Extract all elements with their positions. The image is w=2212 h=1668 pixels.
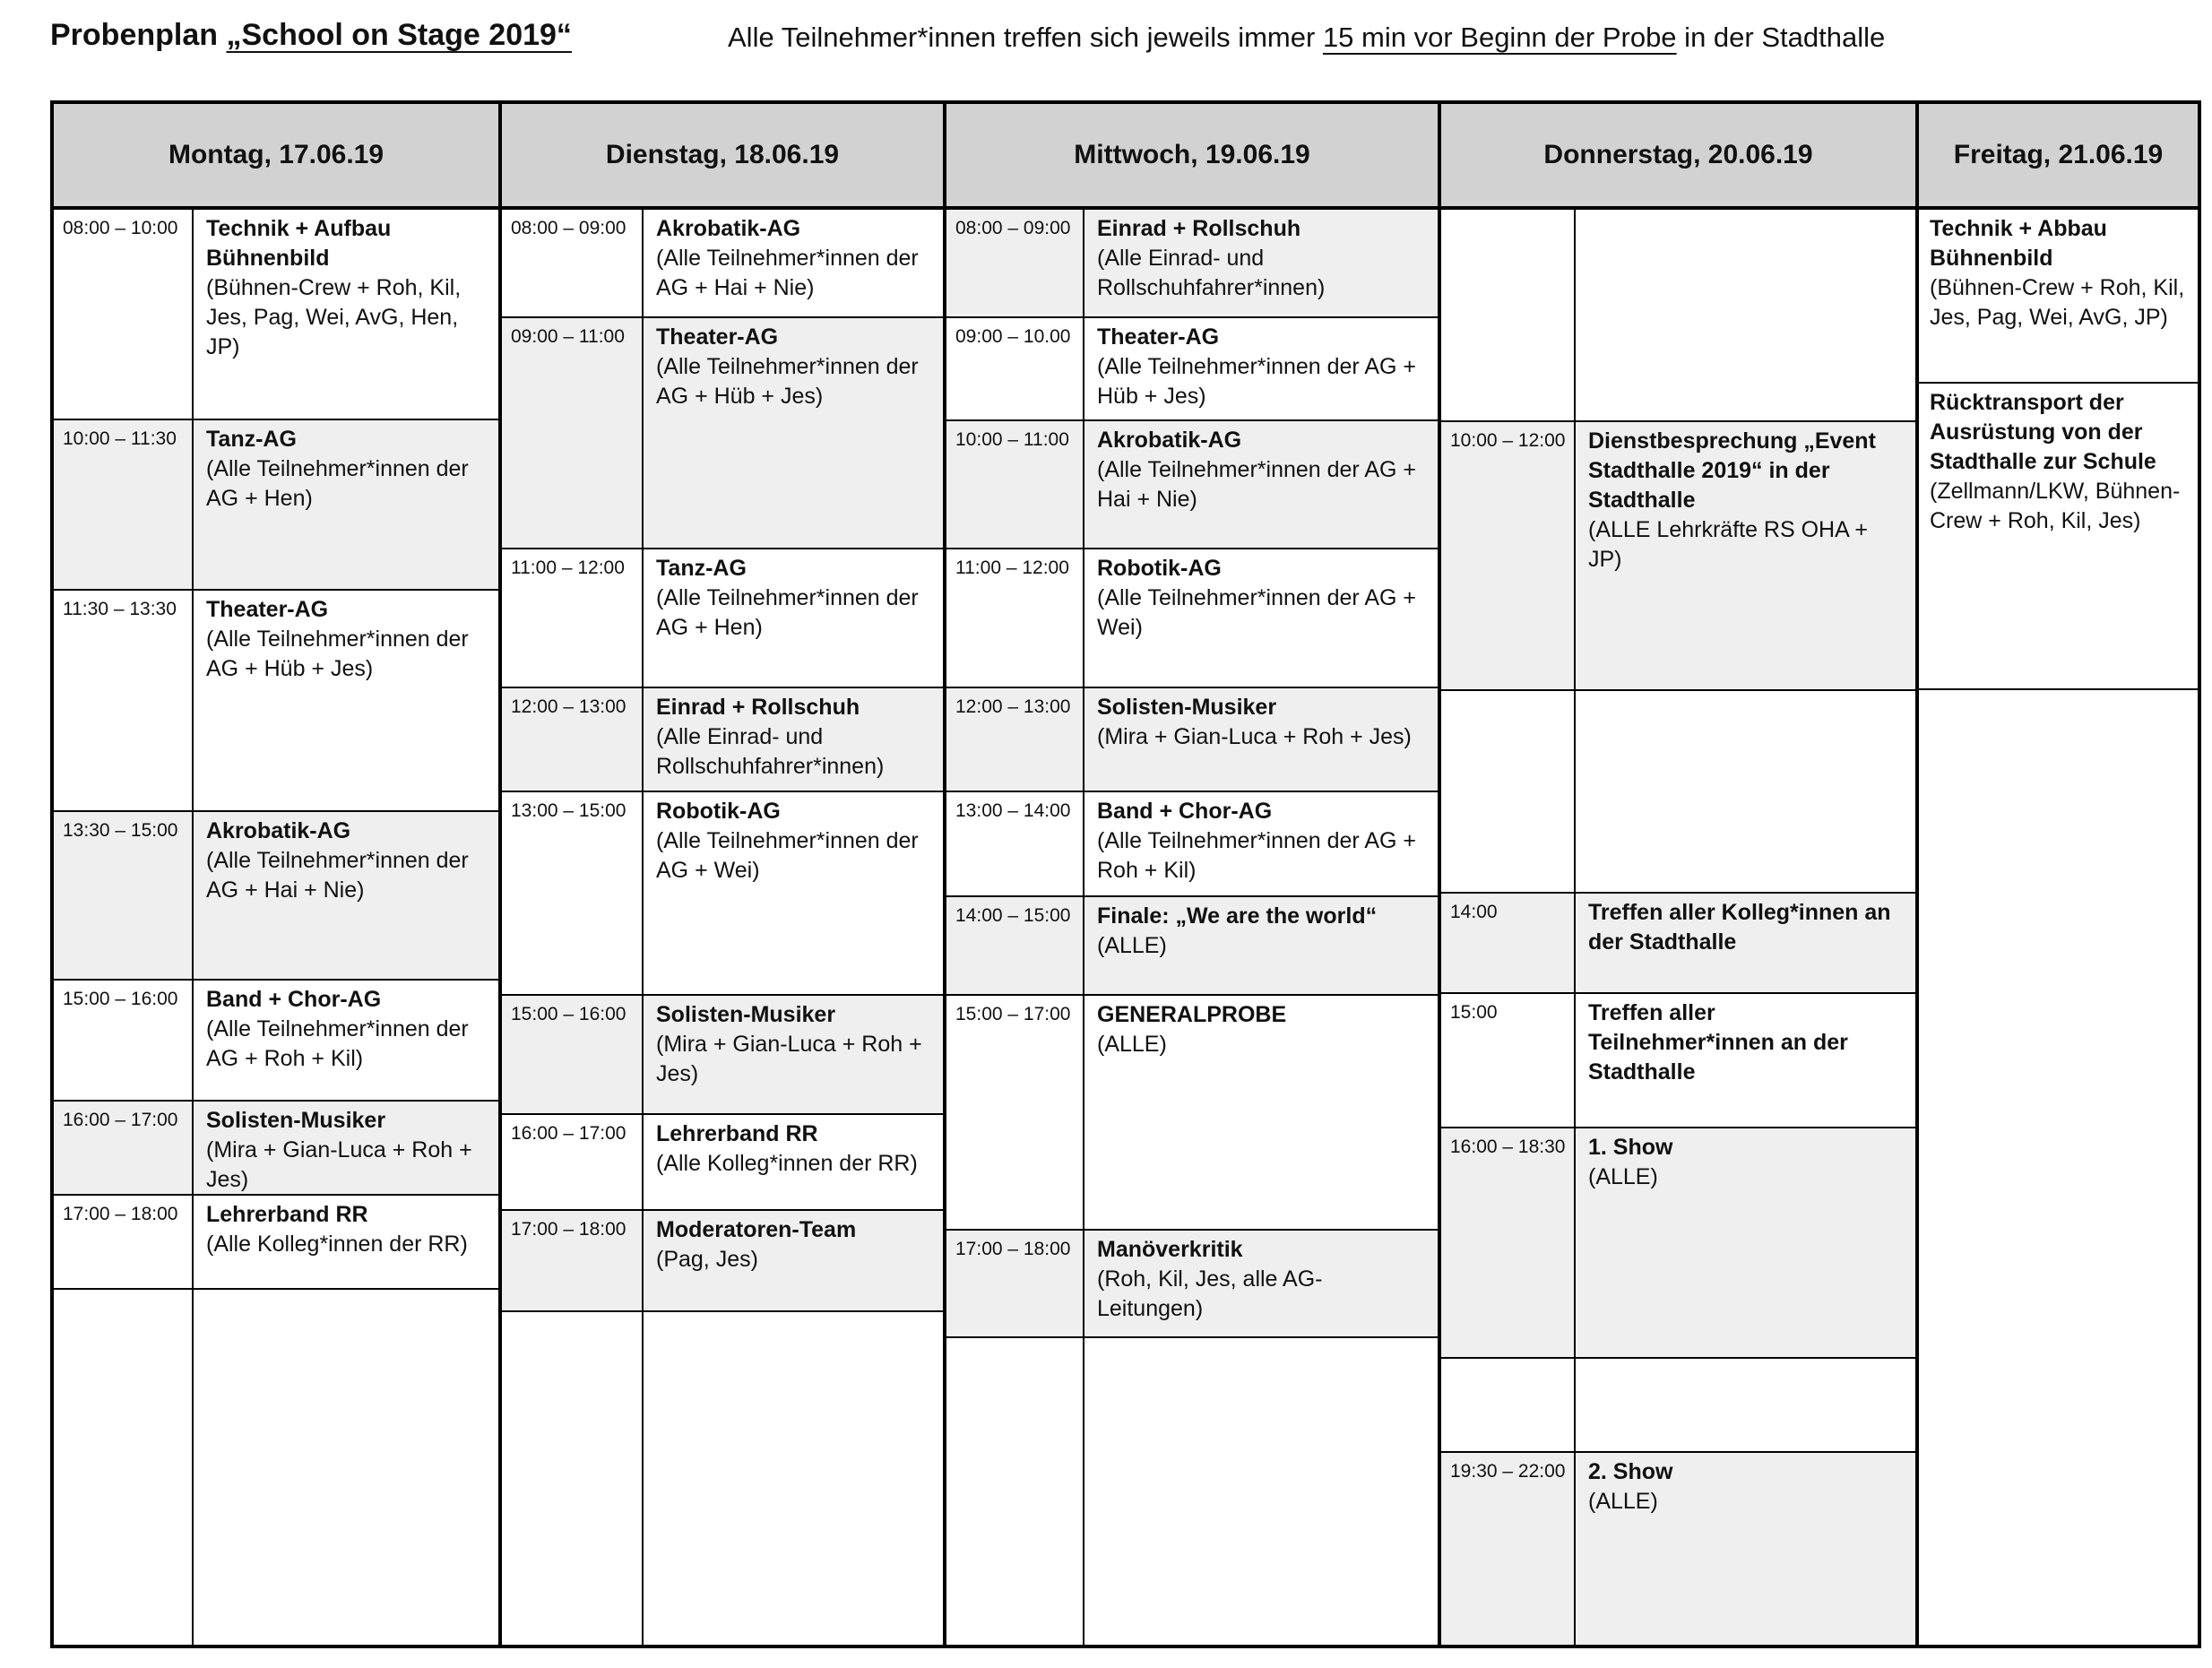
time-cell: 15:00 – 17:00 xyxy=(946,996,1084,1229)
day-rows-freitag xyxy=(1919,210,2198,1645)
event-detail: (Alle Teilnehmer*innen der AG + Hen) xyxy=(656,585,919,640)
event-cell xyxy=(644,1312,943,1645)
event-cell xyxy=(194,1102,498,1194)
event-title: Technik + Abbau Bühnenbild xyxy=(1930,216,2107,271)
schedule-row xyxy=(54,419,498,589)
time-cell xyxy=(502,1312,644,1645)
time-cell: 11:00 – 12:00 xyxy=(946,549,1084,687)
event-detail: (Alle Teilnehmer*innen der AG + Hai + Nie) xyxy=(1097,457,1416,512)
event-title: 1. Show xyxy=(1588,1135,1673,1160)
event-cell xyxy=(1576,1453,1915,1645)
time-cell: 10:00 – 11:00 xyxy=(946,421,1084,548)
time-cell: 14:00 xyxy=(1441,894,1576,992)
schedule-row xyxy=(1441,420,1915,689)
event-title: Band + Chor-AG xyxy=(1097,799,1273,824)
day-rows-montag xyxy=(54,210,498,1645)
day-rows-dienstag xyxy=(502,210,943,1645)
event-cell xyxy=(1919,384,2198,688)
event-cell xyxy=(1576,894,1915,992)
schedule-row xyxy=(502,791,943,994)
event-title: Solisten-Musiker xyxy=(656,1002,836,1027)
event-title: Akrobatik-AG xyxy=(206,818,351,843)
event-cell xyxy=(644,549,943,687)
event-title: Akrobatik-AG xyxy=(1097,428,1242,453)
event-cell xyxy=(194,1196,498,1288)
event-detail: (Mira + Gian-Luca + Roh + Jes) xyxy=(206,1137,472,1192)
event-detail: (Bühnen-Crew + Roh, Kil, Jes, Pag, Wei, AvG, Hen, JP) xyxy=(206,275,462,359)
time-cell xyxy=(946,1338,1084,1645)
event-title: 2. Show xyxy=(1588,1459,1673,1484)
event-detail: (Mira + Gian-Luca + Roh + Jes) xyxy=(656,1032,922,1086)
time-cell xyxy=(1441,691,1576,892)
schedule-row-empty xyxy=(502,1310,943,1645)
schedule-row-empty xyxy=(1441,689,1915,892)
document-title-label: Probenplan xyxy=(50,18,219,52)
schedule-row xyxy=(54,1100,498,1194)
day-column-montag xyxy=(54,104,498,1645)
time-cell: 08:00 – 10:00 xyxy=(54,210,194,419)
event-cell xyxy=(1084,318,1438,419)
event-cell xyxy=(194,420,498,589)
event-detail: (Alle Teilnehmer*innen der AG + Hüb + Jes) xyxy=(1097,354,1416,409)
event-cell xyxy=(644,996,943,1113)
event-detail: (Alle Einrad- und Rollschuhfahrer*innen) xyxy=(1097,246,1326,300)
time-cell: 13:00 – 14:00 xyxy=(946,792,1084,895)
event-detail: (ALLE) xyxy=(1588,1164,1658,1189)
event-title: Robotik-AG xyxy=(656,799,781,824)
event-title: Band + Chor-AG xyxy=(206,987,382,1012)
event-detail: (Alle Teilnehmer*innen der AG + Hai + Nie) xyxy=(656,246,919,300)
event-detail: (ALLE) xyxy=(1097,933,1167,958)
schedule-row xyxy=(502,1113,943,1209)
schedule-row xyxy=(946,210,1438,316)
event-cell xyxy=(1084,792,1438,895)
time-cell: 15:00 – 16:00 xyxy=(502,996,644,1113)
schedule-row xyxy=(946,895,1438,994)
time-cell: 09:00 – 10.00 xyxy=(946,318,1084,419)
event-cell xyxy=(1084,996,1438,1229)
schedule-row xyxy=(54,589,498,810)
schedule-row xyxy=(502,687,943,791)
time-cell: 12:00 – 13:00 xyxy=(502,688,644,791)
event-cell xyxy=(1576,422,1915,689)
meeting-note-underlined: 15 min vor Beginn der Probe xyxy=(1322,22,1677,53)
event-detail: (ALLE) xyxy=(1097,1032,1167,1057)
day-header-mittwoch: Mittwoch, 19.06.19 xyxy=(946,104,1438,210)
schedule-row xyxy=(1441,992,1915,1127)
time-cell: 17:00 – 18:00 xyxy=(946,1231,1084,1336)
time-cell: 13:00 – 15:00 xyxy=(502,792,644,994)
time-cell: 11:00 – 12:00 xyxy=(502,549,644,687)
day-header-dienstag: Dienstag, 18.06.19 xyxy=(502,104,943,210)
event-title: Tanz-AG xyxy=(656,556,747,581)
time-cell xyxy=(1441,210,1576,420)
event-detail: (Alle Einrad- und Rollschuhfahrer*innen) xyxy=(656,724,885,779)
day-column-mittwoch xyxy=(943,104,1438,1645)
event-detail: (Zellmann/LKW, Bühnen-Crew + Roh, Kil, Jes) xyxy=(1930,479,2181,533)
time-cell: 16:00 – 17:00 xyxy=(54,1102,194,1194)
event-detail: (Alle Teilnehmer*innen der AG + Hai + Nie) xyxy=(206,848,469,903)
time-cell: 12:00 – 13:00 xyxy=(946,688,1084,791)
event-cell xyxy=(1576,1128,1915,1357)
schedule-row xyxy=(946,419,1438,548)
event-cell xyxy=(644,210,943,316)
event-detail: (ALLE Lehrkräfte RS OHA + JP) xyxy=(1588,517,1868,572)
time-cell: 11:30 – 13:30 xyxy=(54,591,194,810)
event-title: Theater-AG xyxy=(1097,324,1220,350)
event-title: Treffen aller Kolleg*innen an der Stadthalle xyxy=(1588,900,1891,955)
event-detail: (ALLE) xyxy=(1588,1489,1658,1514)
schedule-row xyxy=(1441,1451,1915,1645)
event-cell xyxy=(644,318,943,548)
time-cell: 16:00 – 17:00 xyxy=(502,1115,644,1209)
time-cell: 14:00 – 15:00 xyxy=(946,897,1084,994)
event-cell xyxy=(1576,691,1915,892)
document-title xyxy=(50,18,572,53)
time-cell: 17:00 – 18:00 xyxy=(54,1196,194,1288)
event-cell xyxy=(194,981,498,1100)
schedule-row xyxy=(1919,382,2198,688)
time-cell: 10:00 – 12:00 xyxy=(1441,422,1576,689)
schedule-row-empty xyxy=(1441,1357,1915,1451)
schedule-row xyxy=(946,316,1438,419)
event-title: Einrad + Rollschuh xyxy=(656,695,860,720)
event-title: Solisten-Musiker xyxy=(206,1108,386,1133)
event-title: GENERALPROBE xyxy=(1097,1002,1287,1027)
schedule-row xyxy=(502,994,943,1113)
event-cell xyxy=(1576,1359,1915,1451)
event-detail: (Alle Teilnehmer*innen der AG + Hüb + Jes) xyxy=(206,627,469,681)
event-title: Robotik-AG xyxy=(1097,556,1222,581)
schedule-row xyxy=(1919,210,2198,382)
event-cell xyxy=(194,591,498,810)
schedule-row xyxy=(54,979,498,1100)
event-detail: (Mira + Gian-Luca + Roh + Jes) xyxy=(1097,724,1412,749)
schedule-row xyxy=(54,810,498,979)
event-cell xyxy=(1919,690,2198,1645)
event-cell xyxy=(194,1290,498,1645)
event-detail: (Alle Teilnehmer*innen der AG + Wei) xyxy=(656,828,919,883)
day-column-freitag xyxy=(1915,104,2198,1645)
time-cell: 10:00 – 11:30 xyxy=(54,420,194,589)
schedule-row xyxy=(1441,1127,1915,1357)
schedule-row xyxy=(946,791,1438,895)
event-title: Dienstbesprechung „Event Stadthalle 2019“ in der Stadthalle xyxy=(1588,428,1876,513)
event-title: Lehrerband RR xyxy=(656,1121,818,1146)
event-cell xyxy=(1084,421,1438,548)
event-cell xyxy=(1084,897,1438,994)
event-detail: (Alle Kolleg*innen der RR) xyxy=(206,1232,468,1257)
event-cell xyxy=(1576,210,1915,420)
day-header-freitag: Freitag, 21.06.19 xyxy=(1919,104,2198,210)
time-cell: 15:00 – 16:00 xyxy=(54,981,194,1100)
day-header-montag: Montag, 17.06.19 xyxy=(54,104,498,210)
event-title: Lehrerband RR xyxy=(206,1202,368,1227)
schedule-row xyxy=(946,1229,1438,1336)
event-detail: (Alle Teilnehmer*innen der AG + Wei) xyxy=(1097,585,1416,640)
event-title: Rücktransport der Ausrüstung von der Stadthalle zur Schule xyxy=(1930,390,2156,474)
schedule-row xyxy=(946,994,1438,1229)
event-cell xyxy=(1919,210,2198,382)
event-title: Manöverkritik xyxy=(1097,1237,1243,1262)
schedule-table xyxy=(50,100,2201,1648)
event-detail: (Pag, Jes) xyxy=(656,1247,758,1272)
time-cell: 17:00 – 18:00 xyxy=(502,1211,644,1310)
time-cell: 15:00 xyxy=(1441,994,1576,1127)
day-column-dienstag xyxy=(498,104,943,1645)
schedule-row xyxy=(502,210,943,316)
event-cell xyxy=(1084,1231,1438,1336)
schedule-row-empty xyxy=(1919,688,2198,1645)
schedule-row xyxy=(1441,892,1915,992)
schedule-row xyxy=(502,1209,943,1310)
event-title: Tanz-AG xyxy=(206,427,297,452)
meeting-note xyxy=(728,22,1885,54)
event-title: Einrad + Rollschuh xyxy=(1097,216,1301,241)
event-title: Technik + Aufbau Bühnenbild xyxy=(206,216,392,271)
event-title: Theater-AG xyxy=(656,324,779,350)
schedule-row xyxy=(946,687,1438,791)
event-detail: (Roh, Kil, Jes, alle AG-Leitungen) xyxy=(1097,1266,1323,1321)
event-cell xyxy=(1084,549,1438,687)
event-detail: (Alle Teilnehmer*innen der AG + Roh + Kil) xyxy=(206,1016,469,1071)
event-cell xyxy=(644,792,943,994)
meeting-note-prefix: Alle Teilnehmer*innen treffen sich jeweils immer xyxy=(728,22,1323,53)
document-title-event: „School on Stage 2019“ xyxy=(226,18,572,52)
day-header-donnerstag: Donnerstag, 20.06.19 xyxy=(1441,104,1915,210)
time-cell: 19:30 – 22:00 xyxy=(1441,1453,1576,1645)
event-detail: (Alle Teilnehmer*innen der AG + Roh + Kil) xyxy=(1097,828,1416,883)
event-cell xyxy=(1084,688,1438,791)
event-title: Solisten-Musiker xyxy=(1097,695,1277,720)
day-rows-donnerstag xyxy=(1441,210,1915,1645)
event-title: Akrobatik-AG xyxy=(656,216,801,241)
event-cell xyxy=(1084,210,1438,316)
day-column-donnerstag xyxy=(1438,104,1915,1645)
time-cell xyxy=(1441,1359,1576,1451)
event-title: Moderatoren-Team xyxy=(656,1217,857,1242)
time-cell: 09:00 – 11:00 xyxy=(502,318,644,548)
event-cell xyxy=(194,812,498,979)
time-cell: 08:00 – 09:00 xyxy=(946,210,1084,316)
schedule-row xyxy=(502,548,943,687)
event-cell xyxy=(644,1115,943,1209)
event-cell xyxy=(194,210,498,419)
event-title: Finale: „We are the world“ xyxy=(1097,903,1378,929)
meeting-note-suffix: in der Stadthalle xyxy=(1676,22,1886,53)
event-detail: (Bühnen-Crew + Roh, Kil, Jes, Pag, Wei, AvG, JP) xyxy=(1930,275,2185,330)
event-cell xyxy=(1084,1338,1438,1645)
time-cell: 13:30 – 15:00 xyxy=(54,812,194,979)
schedule-row-empty xyxy=(54,1288,498,1645)
day-rows-mittwoch xyxy=(946,210,1438,1645)
schedule-row-empty xyxy=(1441,210,1915,420)
event-cell xyxy=(644,688,943,791)
schedule-row xyxy=(54,210,498,419)
event-detail: (Alle Teilnehmer*innen der AG + Hen) xyxy=(206,456,469,511)
schedule-row-empty xyxy=(946,1336,1438,1645)
event-cell xyxy=(1576,994,1915,1127)
event-detail: (Alle Kolleg*innen der RR) xyxy=(656,1151,918,1176)
event-title: Theater-AG xyxy=(206,597,329,622)
time-cell: 08:00 – 09:00 xyxy=(502,210,644,316)
schedule-row xyxy=(54,1194,498,1288)
time-cell xyxy=(54,1290,194,1645)
event-title: Treffen aller Teilnehmer*innen an der Stadthalle xyxy=(1588,1000,1848,1085)
schedule-row xyxy=(502,316,943,548)
time-cell: 16:00 – 18:30 xyxy=(1441,1128,1576,1357)
event-cell xyxy=(644,1211,943,1310)
event-detail: (Alle Teilnehmer*innen der AG + Hüb + Jes) xyxy=(656,354,919,409)
schedule-row xyxy=(946,548,1438,687)
